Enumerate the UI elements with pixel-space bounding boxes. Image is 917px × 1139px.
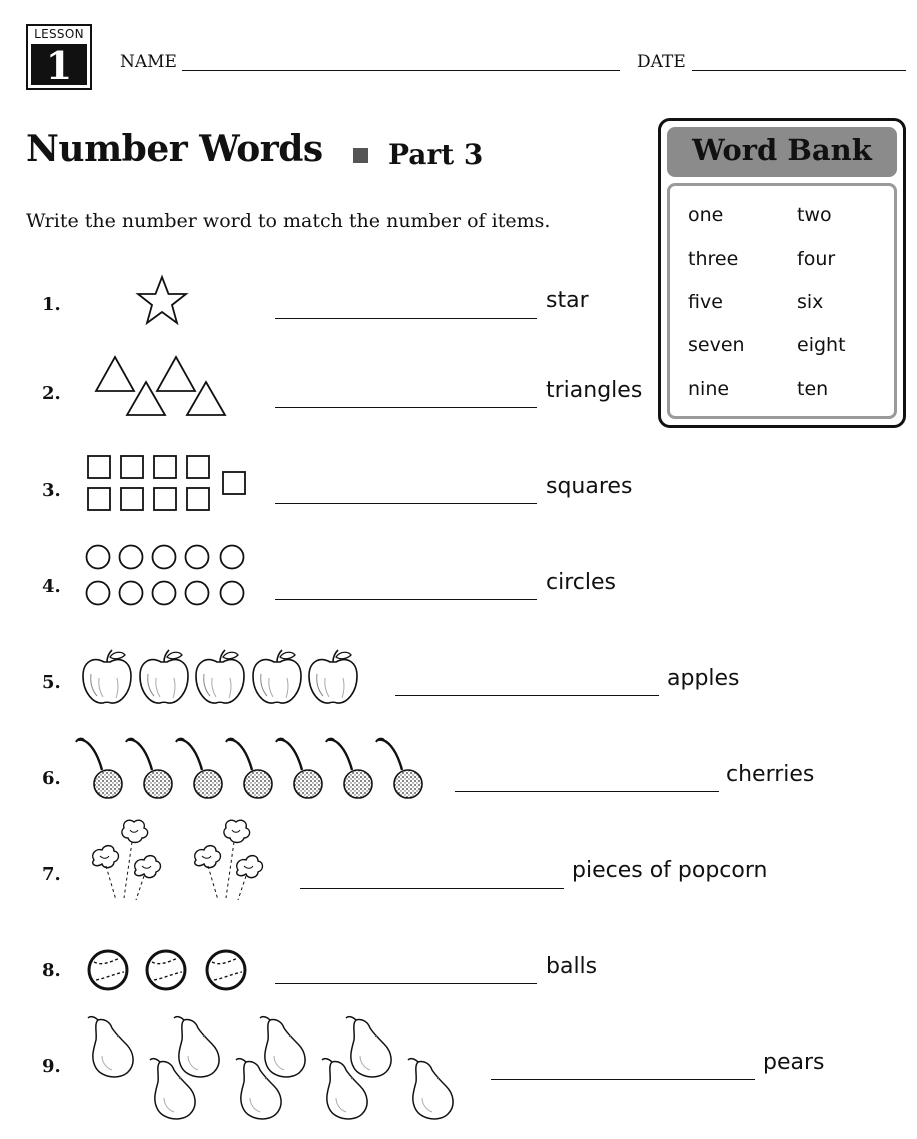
item-label: apples	[667, 666, 740, 691]
circle-icon	[84, 543, 250, 609]
item-label: squares	[546, 474, 633, 499]
word-bank-word: three	[688, 248, 739, 270]
word-bank-title: Word Bank	[692, 133, 872, 167]
item-number: 8.	[42, 960, 61, 981]
word-bank-word: nine	[688, 378, 730, 400]
item-label: circles	[546, 570, 616, 595]
triangle-icon	[92, 355, 230, 419]
item-number: 2.	[42, 383, 61, 404]
word-bank-word: eight	[797, 334, 846, 356]
word-bank-word: seven	[688, 334, 745, 356]
item-number: 7.	[42, 864, 61, 885]
item-number: 9.	[42, 1056, 61, 1077]
item-number: 1.	[42, 294, 61, 315]
apple-icon	[76, 646, 366, 708]
word-bank-word: four	[797, 248, 836, 270]
answer-line-star[interactable]	[275, 318, 537, 319]
word-bank-word: ten	[797, 378, 829, 400]
answer-line-circles[interactable]	[275, 599, 537, 600]
word-bank-header	[667, 127, 897, 177]
word-bank-list	[667, 183, 897, 419]
lesson-number: 1	[31, 44, 87, 85]
cherry-icon	[72, 736, 440, 802]
word-bank-word: six	[797, 291, 824, 313]
square-icon	[86, 454, 250, 514]
answer-line-squares[interactable]	[275, 503, 537, 504]
word-bank	[658, 118, 906, 428]
item-label: triangles	[546, 378, 643, 403]
answer-line-triangles[interactable]	[275, 407, 537, 408]
item-label: balls	[546, 954, 598, 979]
word-bank-word: five	[688, 291, 723, 313]
item-number: 5.	[42, 672, 61, 693]
name-field[interactable]	[182, 70, 620, 71]
item-label: pears	[763, 1050, 825, 1075]
item-label: pieces of popcorn	[572, 858, 768, 883]
instructions: Write the number word to match the number of items.	[26, 210, 551, 232]
lesson-label: LESSON	[34, 27, 84, 41]
ball-icon	[86, 946, 252, 994]
item-number: 6.	[42, 768, 61, 789]
title-separator-square	[353, 148, 368, 163]
answer-line-pears[interactable]	[491, 1079, 755, 1080]
word-bank-word: two	[797, 204, 832, 226]
answer-line-cherries[interactable]	[455, 791, 719, 792]
popcorn-icon	[84, 818, 274, 906]
word-bank-word: one	[688, 204, 724, 226]
page-title: Number Words	[26, 128, 323, 170]
pear-icon	[80, 1012, 470, 1122]
name-label: NAME	[120, 52, 177, 72]
item-number: 3.	[42, 480, 61, 501]
date-label: DATE	[637, 52, 686, 72]
answer-line-apples[interactable]	[395, 695, 659, 696]
page-subtitle: Part 3	[388, 138, 484, 171]
item-label: star	[546, 288, 589, 313]
lesson-badge	[26, 24, 92, 90]
answer-line-popcorn[interactable]	[300, 888, 564, 889]
item-label: cherries	[726, 762, 815, 787]
item-number: 4.	[42, 576, 61, 597]
date-field[interactable]	[692, 70, 906, 71]
star-icon	[134, 274, 190, 328]
answer-line-balls[interactable]	[275, 983, 537, 984]
